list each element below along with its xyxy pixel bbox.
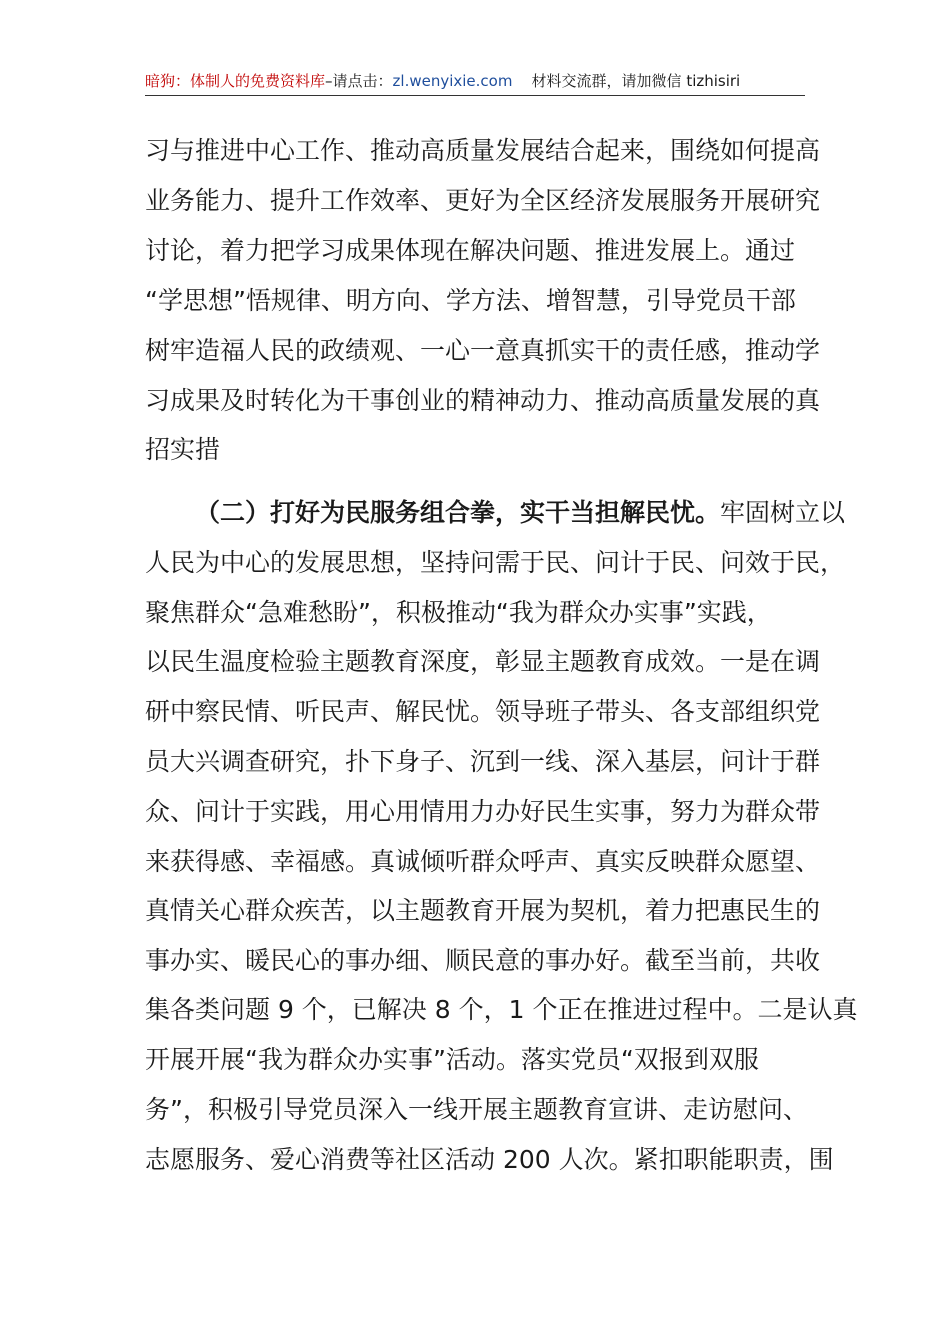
text-line: 以民生温度检验主题教育深度，彰显主题教育成效。一是在调 [145, 647, 821, 676]
section-heading: （二）打好为民服务组合拳，实干当担解民忧。 [195, 498, 721, 527]
text-line: 开展开展“我为群众办实事”活动。落实党员“双报到双服 [145, 1045, 759, 1074]
header-site-name: 暗狗：体制人的免费资料库 [145, 72, 326, 90]
text-line: 事办实、暖民心的事办细、顺民意的事办好。截至当前，共收 [145, 946, 821, 975]
text-line: 来获得感、幸福感。真诚倾听群众呼声、真实反映群众愿望、 [145, 847, 821, 876]
text-line: 志愿服务、爱心消费等社区活动 200 人次。紧扣职能职责，围 [145, 1145, 834, 1174]
text-line: 习成果及时转化为干事创业的精神动力、推动高质量发展的真 [145, 386, 821, 415]
text-line: 人民为中心的发展思想，坚持问需于民、问计于民、问效于民， [145, 548, 846, 577]
header-url-link[interactable]: zl.wenyixie.com [392, 72, 513, 90]
header-click-prompt: –请点击： [325, 72, 393, 90]
text-line: 真情关心群众疾苦，以主题教育开展为契机，着力把惠民生的 [145, 896, 821, 925]
text-line: 众、问计于实践，用心用情用力办好民生实事，努力为群众带 [145, 797, 821, 826]
page-header [145, 70, 805, 92]
header-wechat-note: 材料交流群，请加微信 tizhisiri [531, 72, 741, 90]
section-heading-line [195, 495, 846, 531]
text-line: 务”，积极引导党员深入一线开展主题教育宣讲、走访慰问、 [145, 1095, 808, 1124]
text-line: 讨论，着力把学习成果体现在解决问题、推进发展上。通过 [145, 236, 796, 265]
text-line: 树牢造福人民的政绩观、一心一意真抓实干的责任感，推动学 [145, 336, 821, 365]
text-line: 集各类问题 9 个，已解决 8 个，1 个正在推进过程中。二是认真 [145, 995, 858, 1024]
text-line: 业务能力、提升工作效率、更好为全区经济发展服务开展研究 [145, 186, 821, 215]
header-divider [145, 95, 805, 96]
section-text: 牢固树立以 [720, 498, 846, 527]
text-line: 员大兴调查研究，扑下身子、沉到一线、深入基层，问计于群 [145, 747, 821, 776]
text-line: 习与推进中心工作、推动高质量发展结合起来，围绕如何提高 [145, 136, 821, 165]
text-line: “学思想”悟规律、明方向、学方法、增智慧，引导党员干部 [145, 286, 796, 315]
text-line: 聚焦群众“急难愁盼”，积极推动“我为群众办实事”实践， [145, 598, 772, 627]
text-line: 研中察民情、听民声、解民忧。领导班子带头、各支部组织党 [145, 697, 821, 726]
text-line: 招实措 [145, 435, 221, 464]
